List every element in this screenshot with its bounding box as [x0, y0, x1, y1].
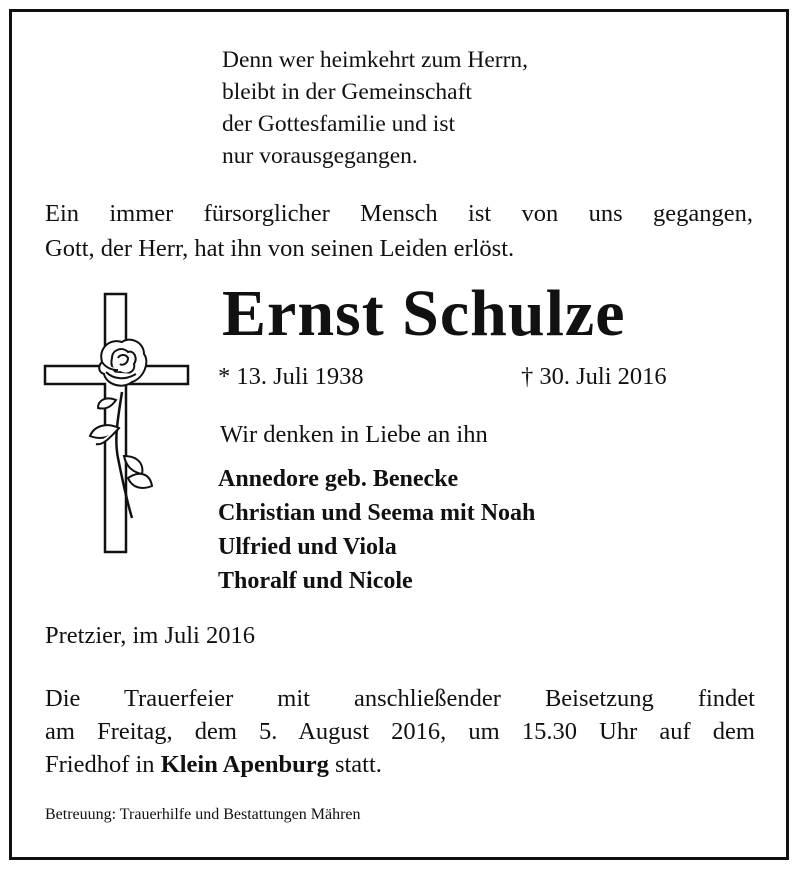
- mourners-list: [218, 462, 535, 598]
- intro-line: Ein immer fürsorglicher Mensch ist von uns gegangen,: [45, 200, 753, 227]
- verse-line: bleibt in der Gemeinschaft: [222, 79, 472, 105]
- cemetery-name: Klein Apenburg: [160, 751, 329, 778]
- funeral-line: am Freitag, dem 5. August 2016, um 15.30 Uhr auf dem: [45, 718, 755, 745]
- verse-line: nur vorausgegangen.: [222, 143, 418, 169]
- memory-line: Wir denken in Liebe an ihn: [220, 421, 488, 448]
- verse-line: der Gottesfamilie und ist: [222, 111, 455, 137]
- funeral-line-prefix: Friedhof in: [45, 751, 161, 778]
- funeral-line-suffix: statt.: [328, 751, 382, 778]
- mourner-name: Ulfried und Viola: [218, 534, 397, 560]
- funeral-line: [45, 748, 755, 781]
- mourner-name: Thoralf und Nicole: [218, 568, 413, 594]
- deceased-name: Ernst Schulze: [222, 277, 626, 350]
- funeral-info: [45, 682, 755, 781]
- intro-line: Gott, der Herr, hat ihn von seinen Leiden erlöst.: [45, 235, 515, 262]
- place-date: Pretzier, im Juli 2016: [45, 622, 255, 649]
- mourner-name: Christian und Seema mit Noah: [218, 500, 536, 526]
- birth-date: * 13. Juli 1938: [218, 363, 364, 390]
- footer-credit: Betreuung: Trauerhilfe und Bestattungen Mähren: [45, 806, 361, 823]
- death-date: † 30. Juli 2016: [521, 363, 667, 390]
- intro-text: [45, 196, 753, 266]
- mourner-name: Annedore geb. Benecke: [218, 466, 459, 492]
- verse: [222, 44, 528, 172]
- funeral-line: Die Trauerfeier mit anschließender Beisetzung findet: [45, 685, 755, 712]
- cross-with-rose-icon: [40, 288, 192, 558]
- verse-line: Denn wer heimkehrt zum Herrn,: [222, 47, 529, 73]
